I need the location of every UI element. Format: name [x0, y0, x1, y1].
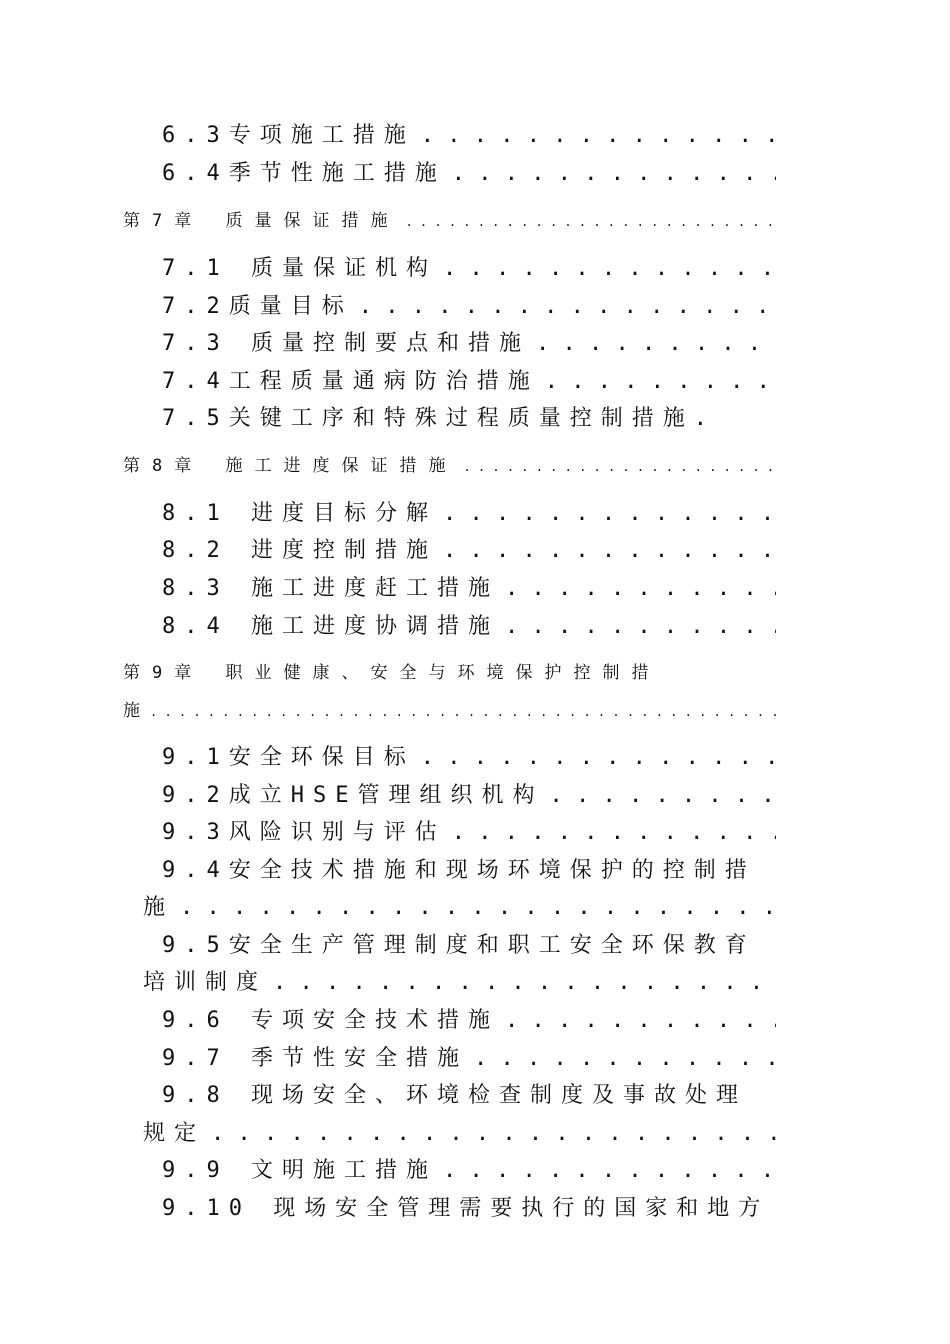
toc-chapter-label: 第8章 施工进度保证措施 — [123, 456, 458, 476]
toc-entry-label: 8.1 进度目标分解 — [162, 501, 437, 526]
toc-entry-label: 9.7 季节性安全措施 — [162, 1046, 468, 1071]
toc-entry-label: 规定 — [143, 1121, 206, 1146]
toc-leader-dots — [211, 1121, 777, 1146]
toc-entry-continued[interactable] — [143, 1116, 783, 1147]
toc-entry-label: 7.2质量目标 — [162, 294, 353, 319]
toc-entry-label: 9.1安全环保目标 — [162, 745, 415, 770]
toc-leader-dots — [273, 970, 777, 995]
toc-entry-continued[interactable] — [143, 890, 783, 921]
toc-entry-label: 7.1 质量保证机构 — [162, 256, 437, 281]
toc-entry[interactable] — [162, 401, 787, 432]
toc-entry-label: 9.6 专项安全技术措施 — [162, 1008, 499, 1033]
toc-leader-dots — [463, 460, 777, 474]
toc-entry-label: 9.2成立HSE管理组织机构 — [162, 783, 544, 808]
toc-entry[interactable] — [162, 1003, 782, 1034]
toc-entry[interactable] — [162, 609, 782, 640]
toc-chapter-label: 第7章 质量保证措施 — [123, 211, 400, 231]
toc-leader-dots — [452, 161, 776, 186]
toc-leader-dots — [536, 331, 776, 356]
toc-entry-label: 8.4 施工进度协调措施 — [162, 614, 499, 639]
toc-entry[interactable] — [162, 118, 782, 149]
toc-entry[interactable] — [162, 326, 782, 357]
toc-leader-dots — [443, 538, 776, 563]
toc-entry-label: 7.5关键工序和特殊过程质量控制措施. — [162, 406, 716, 431]
toc-entry[interactable] — [162, 156, 782, 187]
toc-entry[interactable] — [162, 815, 782, 846]
toc-entry-label: 9.5安全生产管理制度和职工安全环保教育 — [162, 933, 756, 958]
toc-entry[interactable] — [162, 1041, 782, 1072]
toc-entry-label: 9.10 现场安全管理需要执行的国家和地方 — [162, 1196, 770, 1221]
toc-leader-dots — [505, 1008, 776, 1033]
toc-chapter-entry-continued[interactable] — [123, 696, 783, 721]
toc-entry[interactable] — [162, 533, 782, 564]
toc-leader-dots — [150, 705, 777, 719]
toc-leader-dots — [180, 895, 777, 920]
toc-chapter-entry[interactable] — [123, 451, 783, 476]
toc-entry[interactable] — [162, 740, 782, 771]
toc-leader-dots — [474, 1046, 776, 1071]
toc-chapter-entry[interactable] — [123, 658, 843, 683]
toc-leader-dots — [405, 215, 777, 229]
toc-entry[interactable] — [162, 1153, 782, 1184]
toc-leader-dots — [359, 294, 776, 319]
toc-entry[interactable] — [162, 251, 782, 282]
toc-entry-label: 7.4工程质量通病防治措施 — [162, 369, 539, 394]
toc-entry[interactable] — [162, 1191, 852, 1222]
toc-chapter-entry[interactable] — [123, 206, 783, 231]
toc-entry[interactable] — [162, 1078, 852, 1109]
toc-entry-label: 9.9 文明施工措施 — [162, 1158, 437, 1183]
toc-entry-label: 培训制度 — [143, 970, 268, 995]
toc-entry[interactable] — [162, 853, 852, 884]
toc-leader-dots — [505, 576, 776, 601]
toc-entry-label: 8.2 进度控制措施 — [162, 538, 437, 563]
toc-leader-dots — [421, 745, 776, 770]
toc-leader-dots — [549, 783, 776, 808]
toc-entry-label: 9.4安全技术措施和现场环境保护的控制措 — [162, 858, 756, 883]
toc-leader-dots — [421, 123, 776, 148]
toc-leader-dots — [443, 256, 776, 281]
toc-entry[interactable] — [162, 928, 852, 959]
toc-entry-label: 8.3 施工进度赶工措施 — [162, 576, 499, 601]
toc-leader-dots — [505, 614, 776, 639]
toc-entry-continued[interactable] — [143, 965, 783, 996]
toc-entry-label: 9.3风险识别与评估 — [162, 820, 446, 845]
toc-chapter-label: 施 — [123, 701, 144, 721]
toc-entry-label: 施 — [143, 895, 175, 920]
toc-entry-label: 9.8 现场安全、环境检查制度及事故处理 — [162, 1083, 747, 1108]
toc-entry-label: 7.3 质量控制要点和措施 — [162, 331, 530, 356]
toc-entry-label: 6.4季节性施工措施 — [162, 161, 446, 186]
toc-entry[interactable] — [162, 778, 782, 809]
toc-chapter-label: 第9章 职业健康、安全与环境保护控制措 — [123, 663, 661, 683]
toc-leader-dots — [545, 369, 776, 394]
toc-entry[interactable] — [162, 289, 782, 320]
toc-entry[interactable] — [162, 364, 782, 395]
toc-entry[interactable] — [162, 496, 782, 527]
toc-entry-label: 6.3专项施工措施 — [162, 123, 415, 148]
toc-leader-dots — [443, 1158, 776, 1183]
toc-entry[interactable] — [162, 571, 782, 602]
toc-leader-dots — [452, 820, 776, 845]
toc-leader-dots — [443, 501, 776, 526]
